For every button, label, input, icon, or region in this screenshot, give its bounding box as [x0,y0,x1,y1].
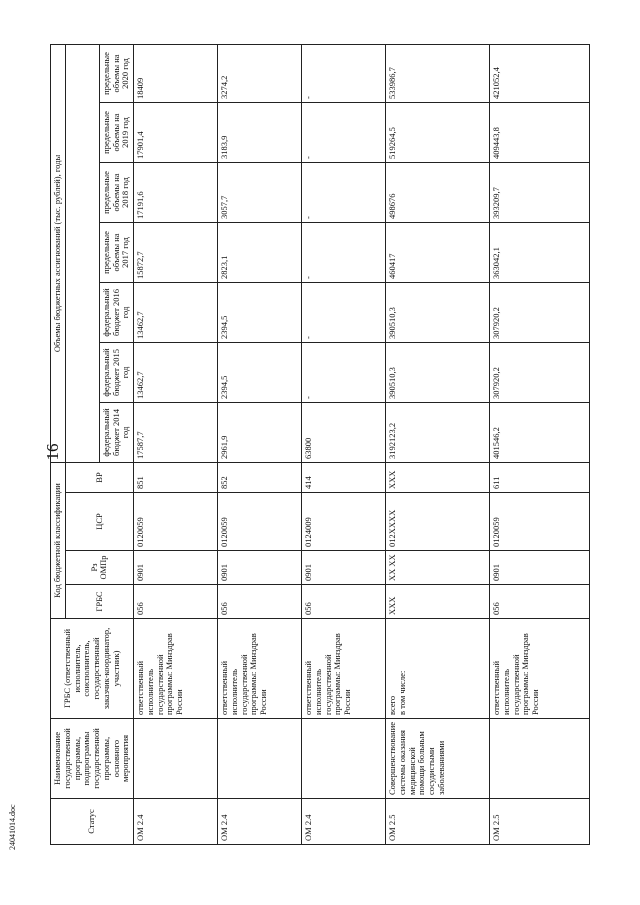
cell-v2017: - [302,222,386,282]
cell-resp: ответственный исполнитель государственной программы: Минздрав России [302,619,386,719]
cell-status: ОМ 2.5 [386,799,490,845]
cell-v2016: - [302,282,386,342]
header-csr: ЦСР [65,493,133,551]
header-budget-code: Код бюджетной классификации [51,462,66,618]
page-number: 16 [43,443,62,461]
header-2017: предельные объемы на 2017 год [99,222,133,282]
cell-vr: 852 [218,462,302,492]
cell-v2015: 390510,3 [386,342,490,402]
cell-name [218,719,302,799]
cell-v2019: 409443,8 [490,102,590,162]
cell-v2020: 3274,2 [218,44,302,102]
cell-rz: XX XX [386,551,490,585]
header-2014: федеральный бюджет 2014 год [99,402,133,462]
cell-v2016: 13462,7 [134,282,218,342]
table-row [490,44,590,844]
cell-v2014: 17587,7 [134,402,218,462]
cell-v2016: 2394,5 [218,282,302,342]
cell-v2020: 421052,4 [490,44,590,102]
cell-v2018: 393209,7 [490,162,590,222]
cell-resp: всего в том числе: [386,619,490,719]
cell-resp: ответственный исполнитель государственной программы: Минздрав России [134,619,218,719]
cell-v2015: - [302,342,386,402]
cell-name [490,719,590,799]
cell-v2019: 17901,4 [134,102,218,162]
cell-grbs: 056 [302,585,386,619]
cell-v2018: 17191,6 [134,162,218,222]
cell-v2018: - [302,162,386,222]
cell-v2017: 460417 [386,222,490,282]
budget-table-rotated [50,45,610,845]
cell-v2019: 3183,9 [218,102,302,162]
cell-v2020: 18409 [134,44,218,102]
cell-v2015: 2394,5 [218,342,302,402]
cell-v2014: 2961,9 [218,402,302,462]
cell-v2017: 15872,7 [134,222,218,282]
cell-grbs: 056 [490,585,590,619]
cell-name [302,719,386,799]
cell-status: ОМ 2.4 [302,799,386,845]
table-row [302,44,386,844]
cell-grbs: 056 [134,585,218,619]
table-row [134,44,218,844]
cell-v2017: 2823,1 [218,222,302,282]
header-grbs: ГРБС [65,585,133,619]
cell-vr: 611 [490,462,590,492]
cell-name [134,719,218,799]
header-2018: предельные объемы на 2018 год [99,162,133,222]
table-row [386,44,490,844]
cell-v2016: 307920,2 [490,282,590,342]
cell-v2014: 401546,2 [490,402,590,462]
header-spacer [65,44,99,462]
footer-filename: 24041014.doc [8,804,17,850]
cell-csr: 0120059 [490,493,590,551]
cell-v2015: 307920,2 [490,342,590,402]
cell-rz: 0901 [490,551,590,585]
header-status: Статус [51,799,134,845]
table-row [218,44,302,844]
cell-vr: 414 [302,462,386,492]
cell-rz: 0901 [218,551,302,585]
budget-table [50,44,590,845]
cell-v2019: 519264,5 [386,102,490,162]
header-2015: федеральный бюджет 2015 год [99,342,133,402]
cell-name: Совершенствование системы оказания медицинской помощи больным сосудистыми заболеваниями [386,719,490,799]
cell-v2018: 498676 [386,162,490,222]
cell-v2020: 533986,7 [386,44,490,102]
table-body [134,44,590,844]
cell-v2015: 13462,7 [134,342,218,402]
header-vr: ВР [65,462,133,492]
cell-v2014: 3192123,2 [386,402,490,462]
cell-status: ОМ 2.4 [134,799,218,845]
header-rz: Рз ОМПр [65,551,133,585]
header-name: Наименование государственной программы, подпрограммы государственной программы, основного мероприятия [51,719,134,799]
cell-csr: 0120059 [134,493,218,551]
header-2019: предельные объемы на 2019 год [99,102,133,162]
cell-resp: ответственный исполнитель государственной программы: Минздрав России [490,619,590,719]
cell-csr: 012XXXX [386,493,490,551]
cell-grbs: XXX [386,585,490,619]
cell-csr: 0120059 [218,493,302,551]
cell-status: ОМ 2.5 [490,799,590,845]
cell-v2018: 3057,7 [218,162,302,222]
cell-resp: ответственный исполнитель государственной программы: Минздрав России [218,619,302,719]
cell-vr: XXX [386,462,490,492]
cell-v2020: - [302,44,386,102]
cell-vr: 851 [134,462,218,492]
cell-rz: 0901 [134,551,218,585]
header-2020: предельные объемы на 2020 год [99,44,133,102]
header-grbs-resp: ГРБС (ответственный исполнитель, соисполнитель, государственный заказчик-координатор, участник) [51,619,134,719]
cell-v2016: 390510,3 [386,282,490,342]
header-2016: федеральный бюджет 2016 год [99,282,133,342]
cell-rz: 0901 [302,551,386,585]
cell-v2019: - [302,102,386,162]
cell-status: ОМ 2.4 [218,799,302,845]
header-volumes: Объемы бюджетных ассигнований (тыс. рублей), годы [51,44,66,462]
cell-csr: 0124009 [302,493,386,551]
cell-v2014: 63800 [302,402,386,462]
cell-v2017: 363042,1 [490,222,590,282]
cell-grbs: 056 [218,585,302,619]
